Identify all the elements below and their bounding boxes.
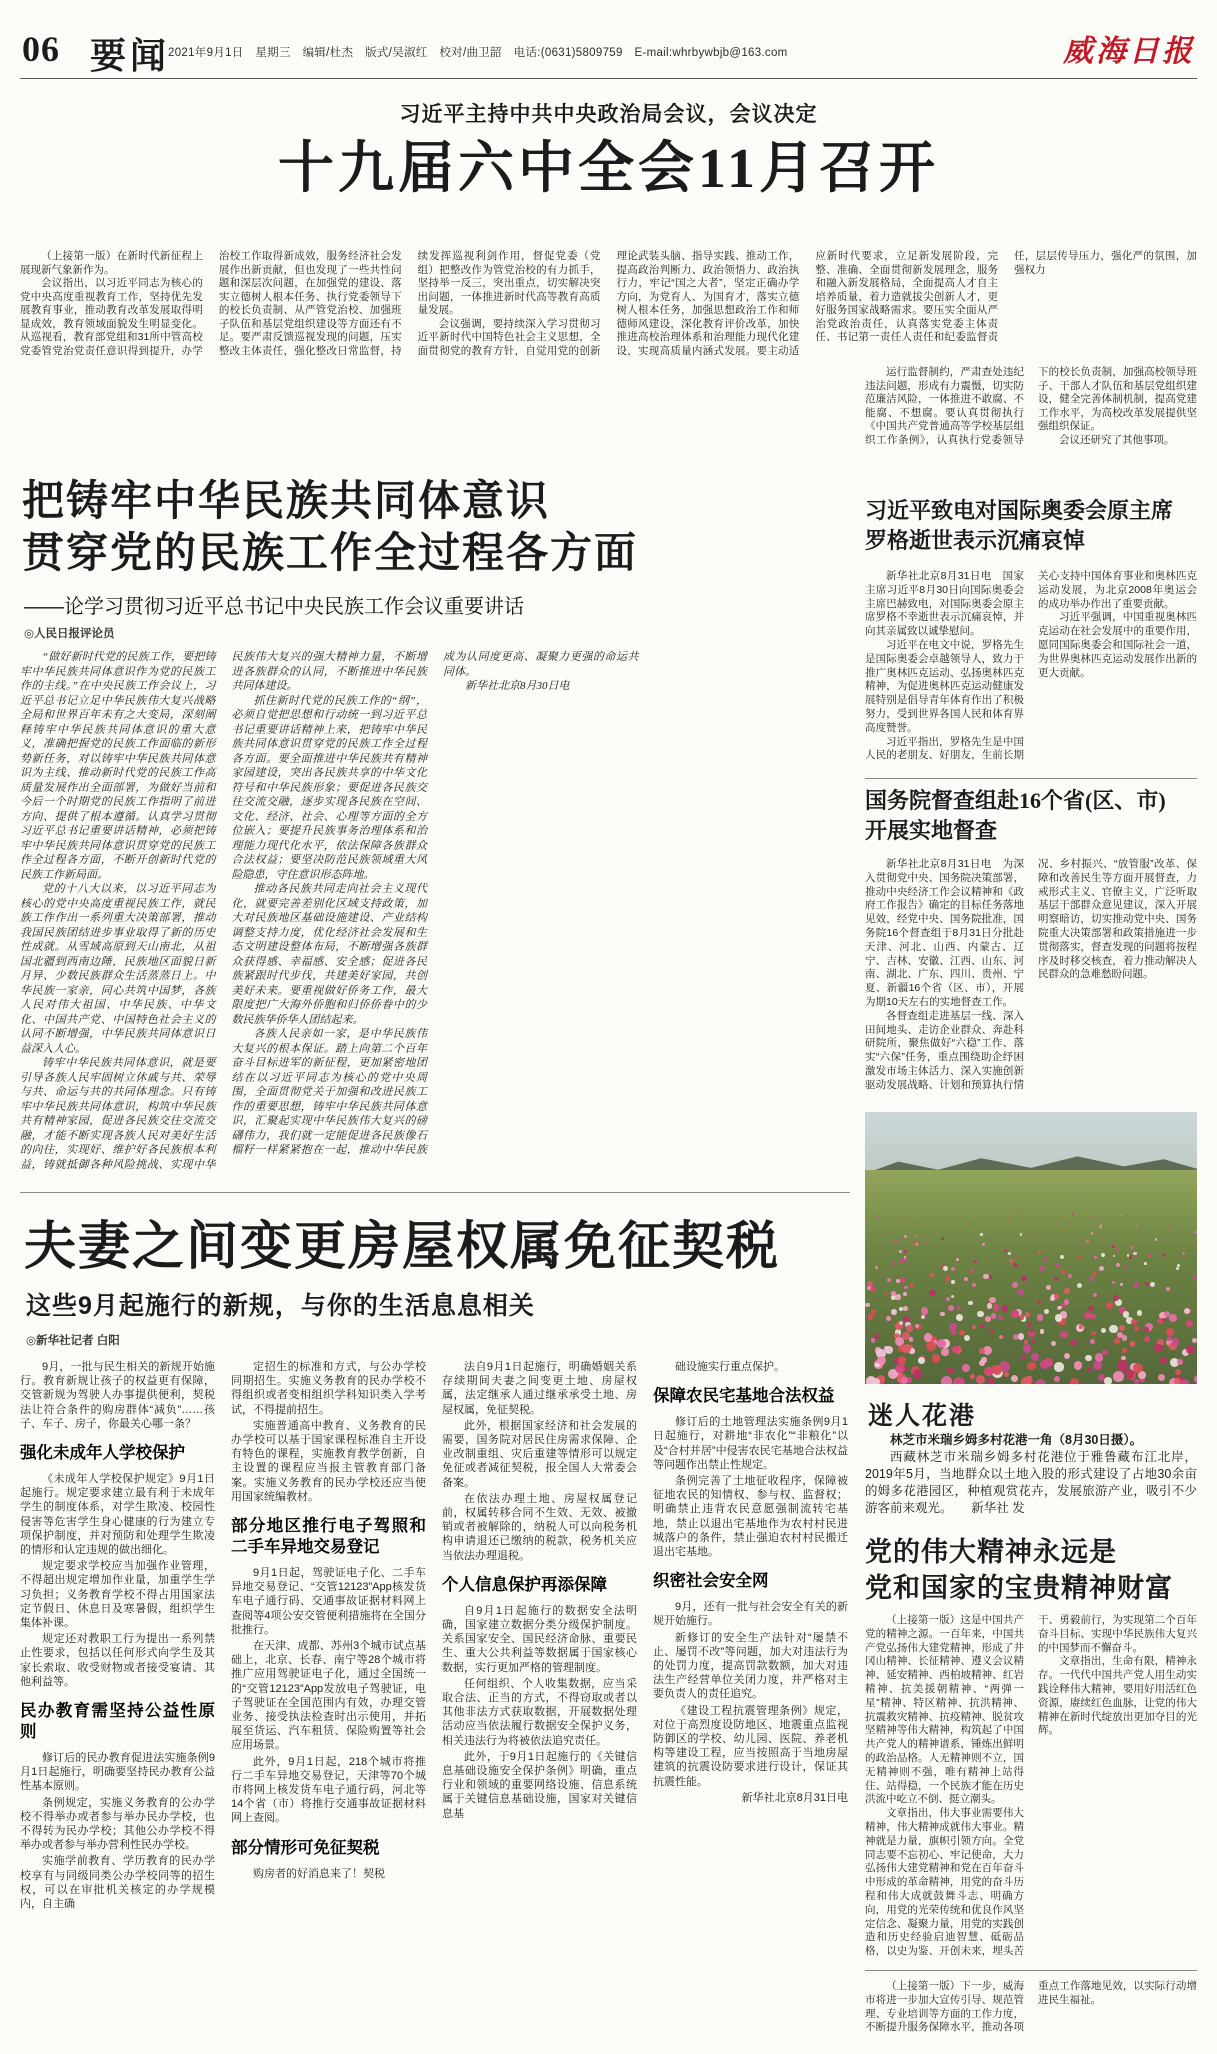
flower-dot bbox=[1099, 1226, 1101, 1228]
flower-dot bbox=[940, 1312, 945, 1317]
rules-subhead: 民办教育需坚持公益性原则 bbox=[20, 1702, 215, 1742]
flower-dot bbox=[913, 1222, 915, 1224]
flower-dot bbox=[904, 1235, 907, 1238]
continued-brief: （上接第一版）下一步，威海市将进一步加大宣传引导、规范管理、专业培训等方面的工作力度，不断提升服务保障水平，推动各项重点工作落地见效，以实际行动增进民生福祉。 bbox=[865, 1980, 1197, 2034]
flower-dot bbox=[865, 1303, 870, 1308]
flower-dot bbox=[1175, 1369, 1181, 1375]
ethnic-headline bbox=[22, 476, 850, 580]
flower-dot bbox=[987, 1378, 996, 1384]
flower-dot bbox=[1058, 1306, 1062, 1310]
flower-dot bbox=[1144, 1262, 1147, 1265]
flower-dot bbox=[1008, 1219, 1010, 1221]
flower-dot bbox=[1018, 1333, 1024, 1339]
flower-dot bbox=[1060, 1255, 1064, 1259]
flower-dot bbox=[989, 1238, 991, 1240]
flower-dot bbox=[1095, 1353, 1104, 1362]
flower-dot bbox=[951, 1280, 955, 1284]
flower-dot bbox=[871, 1309, 877, 1315]
flower-dot bbox=[1122, 1348, 1127, 1353]
flower-dot bbox=[1194, 1231, 1197, 1234]
ethnic-headline-line2: 贯穿党的民族工作全过程各方面 bbox=[22, 531, 639, 577]
flower-dot bbox=[1064, 1353, 1070, 1359]
rules-column-2: 定招生的标准和方式，与公办学校同期招生。实施义务教育的民办学校不得组织或者变相组织学科知识类入学考试，不得提前招生。 实施普通高中教育、义务教育的民办学校可以基于国家课程标准自主开设有特色的课程，实施教育教学创新，自主设置的课程应当报主管教育部门备案。实施义务教育的民办学校还应当使用国家统编教材。 部分地区推行电子驾照和二手车异地交易登记 9月1日起，驾驶证电子化、二手车异地交易登记、“交管12123”App核发货车电子通行码、交通事故证据材料网上查阅等4项公安交管便利措施将在全国分批推行。 在天津、成都、苏州3个城市试点基础上，北京、长春、南宁等28个城市将推广应用驾驶证电子化，通过全国统一的“交管12123”App发放电子驾驶证，电子驾驶证在全国范围内有效，办理交管业务、接受执法检查时出示使用，并拓展至货运、汽车租赁、保险购置等社会应用场景。 此外，9月1日起，218个城市将推行二手车异地交易登记，天津等70个城市将网上核发货车电子通行码，河北等14个省（市）将推行交通事故证据材料网上查阅。 部分情形可免征契税 购房者的好消息来了！契税 bbox=[231, 1361, 426, 1880]
flower-dot bbox=[1098, 1374, 1105, 1381]
flower-dot bbox=[1134, 1282, 1139, 1287]
flower-dot bbox=[951, 1330, 956, 1335]
flower-dot bbox=[1116, 1263, 1120, 1267]
rogge-body: 新华社北京8月31日电 国家主席习近平8月30日向国际奥委会主席巴赫致电，对国际奥委会原主席罗格不幸逝世表示沉痛哀悼，并向其亲属致以诚挚慰问。 习近平在电文中说，罗格先生是国际奥委会卓越领导人，致力于推广奥林匹克运动、弘扬奥林匹克精神，为促进奥林匹克运动健康发展特别是倡导青年体育作出了积极努力，受到世界各国人民和体育界高度赞誉。 习近平指出，罗格先生是中国人民的老朋友、好朋友，生前长期关心支持中国体育事业和奥林匹克运动发展，为北京2008年奥运会的成功举办作出了重要贡献。 习近平强调，中国重视奥林匹克运动在社会发展中的重要作用，愿同国际奥委会和国际社会一道，为世界奥林匹克运动发展作出新的更大贡献。 bbox=[865, 570, 1197, 762]
flower-dot bbox=[1088, 1306, 1094, 1312]
flower-dot bbox=[972, 1325, 976, 1329]
flower-dot bbox=[1090, 1276, 1094, 1280]
flower-dot bbox=[941, 1237, 944, 1240]
flower-dot bbox=[964, 1277, 968, 1281]
flower-dot bbox=[1051, 1341, 1056, 1346]
flower-dot bbox=[893, 1241, 896, 1244]
flower-dot bbox=[885, 1292, 888, 1295]
flower-dot bbox=[1172, 1338, 1179, 1345]
flower-dot bbox=[921, 1307, 928, 1314]
flower-dot bbox=[918, 1357, 925, 1364]
flower-dot bbox=[875, 1266, 878, 1269]
photo-credit: 新华社 发 bbox=[971, 1501, 1025, 1515]
flower-dot bbox=[964, 1335, 970, 1341]
side-divider-1 bbox=[865, 778, 1197, 779]
flower-dot bbox=[1094, 1256, 1097, 1259]
flower-dot bbox=[916, 1243, 919, 1246]
flower-dot bbox=[1021, 1276, 1026, 1281]
flower-dot bbox=[968, 1301, 972, 1305]
flower-dot bbox=[932, 1354, 941, 1363]
flower-dot bbox=[1144, 1327, 1149, 1332]
flower-dot bbox=[1054, 1294, 1059, 1299]
flower-dot bbox=[904, 1250, 907, 1253]
flower-dot bbox=[1150, 1282, 1155, 1287]
rogge-headline-line2: 罗格逝世表示沉痛哀悼 bbox=[865, 528, 1086, 553]
flower-dot bbox=[1186, 1320, 1194, 1328]
flower-dot bbox=[902, 1344, 911, 1353]
ethnic-body: “做好新时代党的民族工作，要把铸牢中华民族共同体意识作为党的民族工作的主线。”在中央民族工作会议上，习近平总书记立足中华民族伟大复兴战略全局和世界百年未有之大变局，深刻阐释铸牢中华民族共同体意识的重大意义，准确把握党的民族工作面临的新形势新任务，对以铸牢中华民族共同体意识为主线、推动新时代党的民族工作高质量发展作出全面部署，为做好当前和今后一个时期党的民族工作指明了前进方向、提供了根本遵循。认真学习贯彻习近平总书记重要讲话精神，必须把铸牢中华民族共同体意识贯穿党的民族工作全过程各方面，不断开创新时代党的民族工作新局面。 党的十八大以来，以习近平同志为核心的党中央高度重视民族工作，就民族工作作出一系列重大决策部署，推动我国民族团结进步事业取得了新的历史性成就。从雪域高原到天山南北，从祖国北疆到西南边陲，民族地区面貌日新月异、少数民族群众生活蒸蒸日上。中华民族一家亲，同心共筑中国梦，各族人民对伟大祖国、中华民族、中华文化、中国共产党、中国特色社会主义的认同不断增强，中华民族共同体意识日益深入人心。 铸牢中华民族共同体意识，就是要引导各族人民牢固树立休戚与共、荣辱与共、命运与共的共同体理念。只有铸牢中华民族共同体意识，构筑中华民族共有精神家园，促进各民族交往交流交融，才能不断实现各族人民对美好生活的向往，实现好、维护好各民族根本利益，铸就抵御各种风险挑战、实现中华民族伟大复兴的强大精神力量，不断增进各族群众的认同，不断推进中华民族共同体建设。 抓住新时代党的民族工作的“纲”，必须自觉把思想和行动统一到习近平总书记重要讲话精神上来，把铸牢中华民族共同体意识贯穿党的民族工作全过程各方面。要全面推进中华民族共有精神家园建设，突出各民族共享的中华文化符号和中华民族形象；要促进各民族交往交流交融，逐步实现各民族在空间、文化、经济、社会、心理等方面的全方位嵌入；要提升民族事务治理体系和治理能力现代化水平，依法保障各族群众合法权益；要坚决防范民族领域重大风险隐患，守住意识形态阵地。 推动各民族共同走向社会主义现代化，就要完善差别化区域支持政策，加大对民族地区基础设施建设、产业结构调整支持力度，优化经济社会发展和生态文明建设整体布局，不断增强各族群众获得感、幸福感、安全感；促进各民族紧跟时代步伐，共建美好家园，共创美好未来。要重视做好侨务工作，最大限度把广大海外侨胞和归侨侨眷中的少数民族华侨华人团结起来。 各族人民亲如一家，是中华民族伟大复兴的根本保证。踏上向第二个百年奋斗目标进军的新征程，更加紧密地团结在以习近平同志为核心的党中央周围，全面贯彻党关于加强和改进民族工作的重要思想，铸牢中华民族共同体意识，汇聚起实现中华民族伟大复兴的磅礴伟力，我们就一定能促进各民族像石榴籽一样紧紧抱在一起，推动中华民族成为认同度更高、凝聚力更强的命运共同体。 新华社北京8月30日电 bbox=[20, 651, 639, 1171]
flower-dot bbox=[913, 1369, 923, 1379]
flower-dot bbox=[1027, 1322, 1032, 1327]
flower-dot bbox=[980, 1233, 982, 1235]
flower-dot bbox=[1113, 1255, 1115, 1257]
flower-dot bbox=[1038, 1251, 1041, 1254]
rules-column-1: 9月，一批与民生相关的新规开始施行。教育新规让孩子的权益更有保障，交管新规为驾驶人办事提供便利，契税法让符合条件的购房群体“减负”……孩子、车子、房子，你最关心哪一条？ 强化未成年人学校保护 《未成年人学校保护规定》9月1日起施行。规定要求建立最有利于未成年学生的制度体系，对学生欺凌、校园性侵害等危害学生身心健康的行为建立专项保护制度，并对预防和处理学生欺凌的情形和认定违规的做出细化。 规定要求学校应当加强作业管理，不得超出规定增加作业量，加重学生学习负担；义务教育学校不得占用国家法定节假日、休息日及寒暑假，组织学生集体补课。 规定还对教职工行为提出一系列禁止性要求，包括以任何形式向学生及其家长索取、收受财物或者接受宴请、其他利益等。 民办教育需坚持公益性原则 修订后的民办教育促进法实施条例9月1日起施行，明确要坚持民办教育公益性基本原则。 条例规定，实施义务教育的公办学校不得举办或者参与举办民办学校，也不得转为民办学校；其他公办学校不得举办或者参与举办营利性民办学校。 实施学前教育、学历教育的民办学校享有与同级同类公办学校同等的招生权，可以在审批机关核定的办学规模内，自主确 bbox=[20, 1361, 215, 1911]
flower-dot bbox=[1040, 1266, 1045, 1271]
flower-dot bbox=[915, 1324, 919, 1328]
flower-dot bbox=[951, 1295, 954, 1298]
flower-dot bbox=[949, 1323, 957, 1331]
flower-dot bbox=[1122, 1335, 1127, 1340]
rules-subhead: 部分地区推行电子驾照和二手车异地交易登记 bbox=[231, 1517, 426, 1557]
flower-dot bbox=[956, 1258, 959, 1261]
flower-dot bbox=[1068, 1274, 1072, 1278]
flower-dot bbox=[1123, 1311, 1129, 1317]
rules-subhead: 个人信息保护再添保障 bbox=[442, 1575, 607, 1594]
flower-dot bbox=[980, 1323, 985, 1328]
flower-dot bbox=[887, 1278, 891, 1282]
flower-dot bbox=[1166, 1328, 1174, 1336]
spirit-headline bbox=[865, 1534, 1197, 1606]
flower-dot bbox=[1012, 1282, 1018, 1288]
flower-dot bbox=[1119, 1325, 1125, 1331]
rules-divider bbox=[20, 1192, 850, 1193]
flower-dot bbox=[1085, 1355, 1091, 1361]
flower-dot bbox=[1013, 1263, 1018, 1268]
flower-dot bbox=[926, 1341, 935, 1350]
flower-dot bbox=[946, 1297, 950, 1301]
flower-dot bbox=[1061, 1269, 1066, 1274]
page-number: 06 bbox=[22, 29, 60, 69]
ethnic-subtitle: ——论学习贯彻习近平总书记中央民族工作会议重要讲话 bbox=[24, 596, 524, 618]
flower-dot bbox=[896, 1239, 898, 1241]
flower-dot bbox=[1121, 1214, 1123, 1216]
spirit-headline-line2: 党和国家的宝贵精神财富 bbox=[865, 1573, 1173, 1603]
rules-subhead: 部分情形可免征契税 bbox=[231, 1838, 380, 1857]
flower-dot bbox=[868, 1314, 873, 1319]
flower-dot bbox=[1069, 1222, 1071, 1224]
flower-dot bbox=[1129, 1255, 1132, 1258]
rules-subtitle: 这些9月起施行的新规，与你的生活息息相关 bbox=[26, 1292, 535, 1320]
flower-dot bbox=[1021, 1377, 1030, 1384]
flower-dot bbox=[1078, 1256, 1081, 1259]
flower-dot bbox=[1054, 1277, 1058, 1281]
flower-dot bbox=[1020, 1315, 1024, 1319]
flower-dot bbox=[951, 1267, 955, 1271]
flower-dot bbox=[986, 1367, 994, 1375]
flower-dot bbox=[981, 1357, 986, 1362]
flower-dot bbox=[915, 1235, 917, 1237]
flower-dot bbox=[1087, 1367, 1092, 1372]
photo-story-title: 迷人花港 bbox=[868, 1403, 977, 1430]
flower-dot bbox=[1011, 1310, 1018, 1317]
flower-dot bbox=[1167, 1336, 1172, 1341]
flower-dot bbox=[1192, 1338, 1197, 1343]
flower-dot bbox=[1027, 1362, 1035, 1370]
flower-dot bbox=[953, 1377, 965, 1384]
flower-dot bbox=[1074, 1361, 1083, 1370]
flower-dot bbox=[1070, 1378, 1079, 1384]
flower-dot bbox=[998, 1315, 1003, 1320]
flower-dot bbox=[1144, 1336, 1150, 1342]
flower-dot bbox=[1162, 1318, 1166, 1322]
flower-dot bbox=[877, 1356, 886, 1365]
flower-dot bbox=[1055, 1314, 1062, 1321]
flower-dot bbox=[891, 1309, 897, 1315]
flower-dot bbox=[1018, 1289, 1024, 1295]
flower-dot bbox=[1060, 1331, 1068, 1339]
flower-dot bbox=[1017, 1209, 1019, 1211]
flower-dot bbox=[1120, 1283, 1123, 1286]
flower-dot bbox=[990, 1329, 995, 1334]
flower-dot bbox=[895, 1364, 905, 1374]
flower-dot bbox=[1181, 1379, 1189, 1384]
flower-dot bbox=[1091, 1331, 1096, 1336]
rogge-headline bbox=[865, 496, 1197, 556]
flower-dot bbox=[909, 1283, 914, 1288]
flower-dot bbox=[1008, 1252, 1011, 1255]
flower-dot bbox=[1101, 1328, 1106, 1333]
flower-dot bbox=[1104, 1377, 1111, 1384]
flower-dot bbox=[871, 1338, 875, 1342]
flower-dot bbox=[929, 1290, 935, 1296]
flower-dot bbox=[1133, 1252, 1137, 1256]
flower-dot bbox=[1133, 1363, 1143, 1373]
flower-dot bbox=[1044, 1358, 1052, 1366]
flower-dot bbox=[1093, 1293, 1097, 1297]
flower-dot bbox=[1137, 1310, 1142, 1315]
flower-dot bbox=[972, 1283, 976, 1287]
flower-dot bbox=[1101, 1253, 1105, 1257]
flower-dot bbox=[1046, 1285, 1051, 1290]
flower-dot bbox=[1166, 1287, 1170, 1291]
flower-dot bbox=[1158, 1374, 1165, 1381]
photo-caption-line2: 西藏林芝市米瑞乡姆多村花港位于雅鲁藏布江北岸，2019年5月，当地群众以土地入股的形式建设了占地30余亩的姆多花港园区，种植观赏花卉，发展旅游产业，吸引不少游客前来观光。 新华社 发 bbox=[865, 1450, 1197, 1515]
flower-dot bbox=[909, 1337, 914, 1342]
flower-dot bbox=[943, 1266, 948, 1271]
flower-dot bbox=[903, 1306, 908, 1311]
flower-dot bbox=[930, 1273, 934, 1277]
flower-dot bbox=[1106, 1302, 1113, 1309]
side-divider-2 bbox=[865, 1970, 1197, 1971]
flower-dot bbox=[867, 1286, 871, 1290]
flower-dot bbox=[903, 1292, 907, 1296]
flower-dot bbox=[1186, 1345, 1195, 1354]
flower-dot bbox=[947, 1367, 954, 1374]
flower-dot bbox=[1077, 1283, 1083, 1289]
flower-dot bbox=[1011, 1375, 1018, 1382]
flower-dot bbox=[926, 1241, 928, 1243]
rules-subhead: 保障农民宅基地合法权益 bbox=[653, 1387, 835, 1406]
flower-dot bbox=[982, 1243, 985, 1246]
rules-column-4: 础设施实行重点保护。 保障农民宅基地合法权益 修订后的土地管理法实施条例9月1日起施行，对耕地“非农化”“非粮化”以及“合村并居”中侵害农民宅基地合法权益等问题作出禁止性规定。 条例完善了土地征收程序，保障被征地农民的知情权、参与权、监督权；明确禁止违背农民意愿强制流转宅基地，禁止以退出宅基地作为农村村民进城落户的条件，禁止强迫农村村民搬迁退出宅基地。 织密社会安全网 9月，还有一批与社会安全有关的新规开始施行。 新修订的安全生产法针对“屡禁不止、屡罚不改”等问题，加大对违法行为的处罚力度，提高罚款数额，加大对违法生产经营单位关闭力度，并严格对主要负责人的责任追究。 《建设工程抗震管理条例》规定，对位于高烈度设防地区、地震重点监视防御区的学校、幼儿园、医院、养老机构等建设工程，应当按照高于当地房屋建筑的抗震设防要求进行设计，保证其抗震性能。 新华社北京8月31日电 bbox=[653, 1361, 848, 1804]
flower-dot bbox=[1134, 1326, 1139, 1331]
lead-body-continued: 运行监督制约，严肃查处违纪违法问题，形成有力震慑，切实防范廉洁风险，一体推进不敢腐、不能腐、不想腐。要认真贯彻执行《中国共产党普通高等学校基层组织工作条例》，认真执行党委领导下的校长负责制，加强高校领导班子、干部人才队伍和基层党组织建设，健全完善体制机制，提高党建工作水平，为高校改革发展提供坚强组织保证。 会议还研究了其他事项。 bbox=[865, 366, 1197, 446]
flower-dot bbox=[1177, 1359, 1183, 1365]
flower-dot bbox=[886, 1316, 891, 1321]
flower-dot bbox=[1031, 1339, 1036, 1344]
inspection-headline-line1: 国务院督查组赴16个省(区、市) bbox=[865, 788, 1166, 813]
rules-column-3: 法自9月1日起施行，明确婚姻关系存续期间夫妻之间变更土地、房屋权属，法定继承人通过继承承受土地、房屋权属，免征契税。 此外，根据国家经济和社会发展的需要，国务院对居民住房需求保障、企业改制重组、灾后重建等情形可以规定免征或者减征契税，报全国人大常委会备案。 在依法办理土地、房屋权属登记前，权属转移合同不生效、无效、被撤销或者被解除的，纳税人可以向税务机构申请退还已缴纳的税款，税务机关应当依法办理退税。 个人信息保护再添保障 自9月1日起施行的数据安全法明确，国家建立数据分类分级保护制度。关系国家安全、国民经济命脉、重要民生、重大公共利益等数据属于国家核心数据，实行更加严格的管理制度。 任何组织、个人收集数据，应当采取合法、正当的方式，不得窃取或者以其他非法方式获取数据，开展数据处理活动应当依法履行数据安全保护义务，相关违法行为将被依法追究责任。 此外，于9月1日起施行的《关键信息基础设施安全保护条例》明确，重点行业和领域的重要网络设施、信息系统属于关键信息基础设施，国家对关键信息基 bbox=[442, 1361, 637, 1820]
lead-headline: 十九届六中全会11月召开 bbox=[278, 138, 939, 200]
inspection-headline-line2: 开展实地督查 bbox=[865, 818, 998, 843]
flower-dot bbox=[1112, 1281, 1116, 1285]
flower-dot bbox=[1160, 1357, 1168, 1365]
flower-dot bbox=[1136, 1225, 1138, 1227]
flower-dot bbox=[1193, 1275, 1197, 1279]
flower-dot bbox=[1013, 1334, 1018, 1339]
flower-dot bbox=[1021, 1356, 1026, 1361]
flower-dot bbox=[1054, 1362, 1063, 1371]
rules-subhead: 强化未成年人学校保护 bbox=[20, 1444, 185, 1463]
ethnic-headline-line1: 把铸牢中华民族共同体意识 bbox=[22, 479, 551, 525]
flower-dot bbox=[957, 1306, 961, 1310]
rules-columns bbox=[20, 1360, 850, 2044]
inspection-body: 新华社北京8月31日电 为深入贯彻党中央、国务院决策部署，推动中央经济工作会议精神和《政府工作报告》确定的目标任务落地见效，经党中央、国务院批准，国务院16个督查组于8月31日分批赴天津、河北、山西、内蒙古、辽宁、吉林、安徽、江西、山东、河南、湖北、广东、四川、贵州、宁夏、新疆16个省（区、市），开展为期10天左右的实地督查工作。 各督查组走进基层一线、深入田间地头、走访企业群众、奔赴科研院所，聚焦做好“六稳”工作、落实“六保”任务，重点围绕助企纾困激发市场主体活力、深入实施创新驱动发展战略、计划和预算执行情况、乡村振兴、“放管服”改革、保障和改善民生等方面开展督查，力戒形式主义、官僚主义，广泛听取基层干部群众意见建议，深入开展明察暗访，切实推动党中央、国务院重大决策部署和政策措施进一步贯彻落实，督查发现的问题将按程序及时移交核查，着力推动解决人民群众的急难愁盼问题。 bbox=[865, 858, 1197, 1091]
flower-dot bbox=[1002, 1305, 1008, 1311]
flower-dot bbox=[970, 1374, 975, 1379]
flower-dot bbox=[1055, 1263, 1059, 1267]
flower-dot bbox=[1099, 1266, 1104, 1271]
flower-dot bbox=[983, 1274, 988, 1279]
flower-dot bbox=[1182, 1252, 1185, 1255]
flower-dot bbox=[1086, 1240, 1089, 1243]
photo-caption-line1: 林芝市米瑞乡姆多村花港一角（8月30日摄）。 bbox=[890, 1433, 1143, 1447]
flower-dot bbox=[1114, 1338, 1120, 1344]
flower-dot bbox=[1090, 1339, 1095, 1344]
flower-dot bbox=[1020, 1233, 1022, 1235]
flower-dot bbox=[877, 1215, 879, 1217]
flower-dot bbox=[1044, 1309, 1049, 1314]
flower-dot bbox=[970, 1269, 974, 1273]
flower-dot bbox=[1130, 1341, 1136, 1347]
flower-dot bbox=[974, 1260, 977, 1263]
inspection-headline bbox=[865, 786, 1197, 846]
flower-dot bbox=[921, 1315, 925, 1319]
flower-dot bbox=[904, 1258, 908, 1262]
flower-dot bbox=[874, 1334, 879, 1339]
newspaper-logo: 威海日报 bbox=[1063, 35, 1195, 68]
flower-dot bbox=[1064, 1299, 1069, 1304]
flower-dot bbox=[1004, 1249, 1007, 1252]
rules-headline: 夫妻之间变更房屋权属免征契税 bbox=[24, 1219, 781, 1276]
flower-dot bbox=[1155, 1238, 1158, 1241]
flower-dot bbox=[941, 1376, 952, 1384]
flower-dot bbox=[1037, 1314, 1043, 1320]
photo-caption bbox=[865, 1432, 1197, 1517]
flower-dot bbox=[1145, 1282, 1149, 1286]
flower-dot bbox=[952, 1346, 959, 1353]
flower-dot bbox=[976, 1375, 985, 1384]
flower-dot bbox=[906, 1219, 908, 1221]
flower-dot bbox=[1131, 1319, 1137, 1325]
flower-dot bbox=[937, 1339, 946, 1348]
flower-dot bbox=[895, 1294, 900, 1299]
flower-dot bbox=[924, 1333, 933, 1342]
rogge-headline-line1: 习近平致电对国际奥委会原主席 bbox=[865, 498, 1174, 523]
flower-dot bbox=[969, 1251, 972, 1254]
flower-dot bbox=[1184, 1308, 1190, 1314]
flower-dot bbox=[1031, 1353, 1039, 1361]
flower-dot bbox=[987, 1303, 993, 1309]
flower-dot bbox=[1064, 1288, 1070, 1294]
flower-dot bbox=[1148, 1253, 1152, 1257]
flower-dot bbox=[962, 1364, 970, 1372]
flower-dot bbox=[1093, 1272, 1097, 1276]
spirit-body: （上接第一版）这是中国共产党的精神之源。一百年来，中国共产党弘扬伟大建党精神，形成了井冈山精神、长征精神、遵义会议精神、延安精神、西柏坡精神、红岩精神、抗美援朝精神、“两弹一星”精神、特区精神、抗洪精神、抗震救灾精神、抗疫精神、脱贫攻坚精神等伟大精神，构筑起了中国共产党人的精神谱系，锤炼出鲜明的政治品格。人无精神则不立，国无精神则不强，唯有精神上站得住、站得稳，一个民族才能在历史洪流中屹立不倒、挺立潮头。 文章指出，伟大事业需要伟大精神，伟大精神成就伟大事业。精神就是力量，旗帜引领方向。全党同志要不忘初心、牢记使命，大力弘扬伟大建党精神和党在百年奋斗中形成的革命精神，用党的奋斗历程和伟大成就鼓舞斗志、明确方向，用党的光荣传统和优良作风坚定信念、凝聚力量，用党的实践创造和历史经验启迪智慧、砥砺品格，以史为鉴、开创未来，埋头苦干、勇毅前行，为实现第二个百年奋斗目标、实现中华民族伟大复兴的中国梦而不懈奋斗。 文章指出，生命有限，精神永存。一代代中国共产党人用生动实践诠释伟大精神，要用好用活红色资源，赓续红色血脉，让党的伟大精神在新时代绽放出更加夺目的光辉。 bbox=[865, 1614, 1197, 1958]
header-divider bbox=[20, 78, 1197, 79]
flower-dot bbox=[1194, 1375, 1197, 1383]
flower-harbor-photo bbox=[865, 1112, 1197, 1384]
rules-subhead: 织密社会安全网 bbox=[653, 1572, 769, 1591]
flower-dot bbox=[1113, 1371, 1124, 1382]
flower-dot bbox=[1025, 1312, 1029, 1316]
flower-dot bbox=[1054, 1376, 1060, 1382]
flower-dot bbox=[991, 1313, 997, 1319]
lead-body: （上接第一版）在新时代新征程上展现新气象新作为。 会议指出，以习近平同志为核心的党中央高度重视教育工作，坚持优先发展教育事业，推动教育改革发展取得明显成效，教育领域面貌发生明显变化。从巡视看，教育部党组和31所中管高校党委管党治党责任意识得到提升，办学治校工作取得新成效，服务经济社会发展作出新贡献，但也发现了一些共性问题和深层次问题，在加强党的建设、落实立德树人根本任务、执行党委领导下的校长负责制、从严管党治校、加强班子队伍和基层党组织建设等方面还有不足。要严肃反馈巡视发现的问题，压实整改主体责任，强化整改日常监督，持续发挥巡视利剑作用，督促党委（党组）把整改作为管党治校的有力抓手，坚持举一反三，突出重点，切实解决突出问题，一体推进新时代高等教育高质量发展。 会议强调，要持续深入学习贯彻习近平新时代中国特色社会主义思想，全面贯彻党的教育方针，自觉用党的创新理论武装头脑、指导实践、推动工作，提高政治判断力、政治领悟力、政治执行力，牢记“国之大者”，坚定正确办学方向，为党育人、为国育才，落实立德树人根本任务，加强思想政治工作和师德师风建设，深化教育评价改革，加快推进高校治理体系和治理能力现代化建设，实现高质量内涵式发展。要主动适应新时代要求，立足新发展阶段，完整、准确、全面贯彻新发展理念，服务和融入新发展格局，全面提高人才自主培养质量，着力造就拔尖创新人才，更好服务国家战略需求。要压实全面从严治党政治责任，认真落实党委主体责任、书记第一责任人责任和纪委监督责任，层层传导压力，强化严的氛围，加强权力 bbox=[20, 250, 1197, 357]
flower-dot bbox=[1030, 1235, 1032, 1237]
flower-dot bbox=[993, 1306, 998, 1311]
flower-dot bbox=[1023, 1344, 1032, 1353]
flower-dot bbox=[916, 1239, 918, 1241]
flower-dot bbox=[1124, 1265, 1127, 1268]
flower-dot bbox=[1168, 1227, 1170, 1229]
flower-dot bbox=[977, 1311, 984, 1318]
flower-dot bbox=[901, 1377, 908, 1384]
spirit-headline-line1: 党的伟大精神永远是 bbox=[865, 1537, 1117, 1567]
flower-dot bbox=[999, 1335, 1004, 1340]
masthead-info: 2021年9月1日 星期三 编辑/杜杰 版式/吴淑红 校对/曲卫韶 电话:(0631)5809759 E-mail:whrbywbjb@163.com bbox=[168, 47, 788, 59]
flower-dot bbox=[956, 1314, 963, 1321]
flower-dot bbox=[1015, 1255, 1018, 1258]
flower-dot bbox=[1125, 1369, 1134, 1378]
flower-dot bbox=[1091, 1232, 1093, 1234]
flower-dot bbox=[1093, 1361, 1102, 1370]
photo-flower-field bbox=[865, 1170, 1197, 1384]
flower-dot bbox=[900, 1277, 905, 1282]
flower-dot bbox=[989, 1297, 996, 1304]
flower-dot bbox=[1116, 1248, 1119, 1251]
flower-dot bbox=[1040, 1329, 1044, 1333]
flower-dot bbox=[866, 1376, 877, 1384]
flower-dot bbox=[1134, 1379, 1139, 1384]
flower-dot bbox=[1169, 1314, 1177, 1322]
flower-dot bbox=[1102, 1350, 1107, 1355]
flower-dot bbox=[989, 1275, 993, 1279]
flower-dot bbox=[904, 1286, 907, 1289]
flower-dot bbox=[1043, 1258, 1047, 1262]
flower-dot bbox=[968, 1223, 970, 1225]
lead-kicker: 习近平主持中共中央政治局会议，会议决定 bbox=[399, 103, 818, 126]
flower-dot bbox=[1079, 1324, 1083, 1328]
ethnic-byline: ◎人民日报评论员 bbox=[24, 628, 115, 640]
flower-dot bbox=[1038, 1300, 1042, 1304]
flower-dot bbox=[1112, 1245, 1115, 1248]
flower-dot bbox=[1072, 1213, 1074, 1215]
flower-dot bbox=[941, 1348, 948, 1355]
flower-dot bbox=[1058, 1224, 1060, 1226]
flower-dot bbox=[892, 1262, 895, 1265]
flower-dot bbox=[985, 1316, 990, 1321]
flower-dot bbox=[1154, 1344, 1163, 1353]
flower-dot bbox=[1174, 1378, 1181, 1384]
flower-dot bbox=[945, 1276, 951, 1282]
flower-dot bbox=[1176, 1267, 1179, 1270]
flower-dot bbox=[948, 1305, 954, 1311]
flower-dot bbox=[1035, 1379, 1046, 1384]
flower-dot bbox=[1131, 1246, 1134, 1249]
flower-dot bbox=[1163, 1253, 1167, 1257]
flower-dot bbox=[906, 1325, 913, 1332]
section-title: 要闻 bbox=[90, 35, 171, 76]
rules-byline: ◎新华社记者 白阳 bbox=[26, 1335, 120, 1347]
flower-dot bbox=[1070, 1340, 1077, 1347]
flower-dot bbox=[899, 1250, 902, 1253]
flower-dot bbox=[1004, 1372, 1009, 1377]
flower-dot bbox=[1009, 1259, 1013, 1263]
flower-dot bbox=[1109, 1325, 1117, 1333]
flower-dot bbox=[1096, 1218, 1098, 1220]
